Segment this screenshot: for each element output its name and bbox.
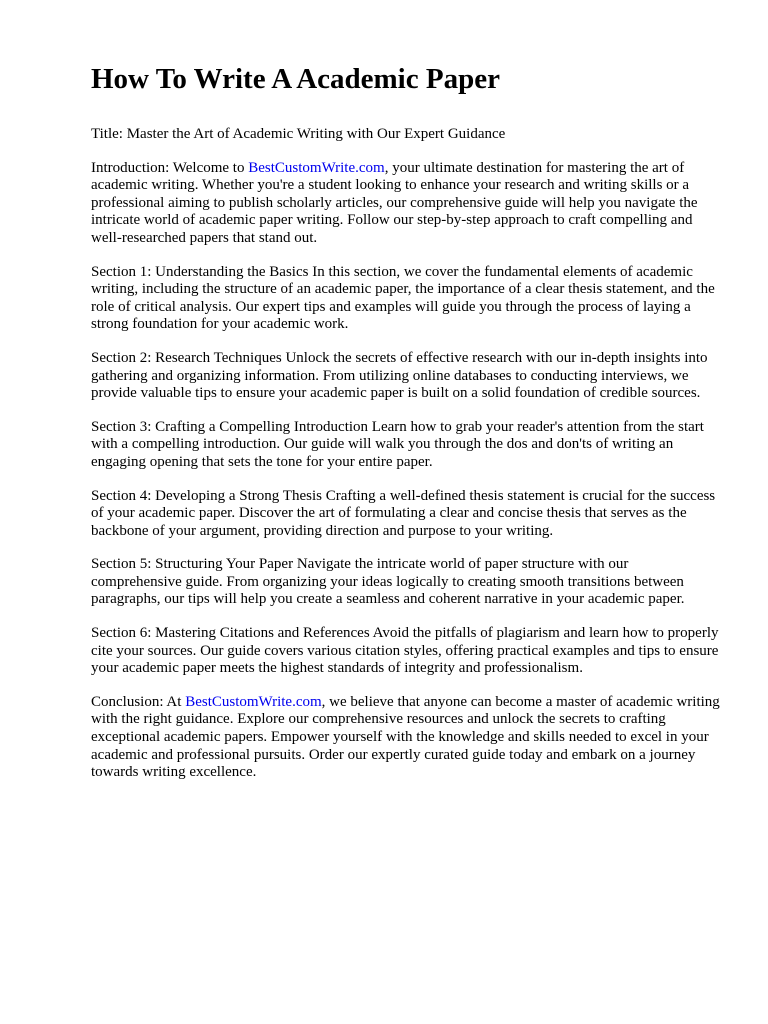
introduction-lead-text: Introduction: Welcome to	[91, 159, 249, 176]
section-6-paragraph: Section 6: Mastering Citations and References Avoid the pitfalls of plagiarism and learn how to properly cite your sources. Our guide covers various citation styles, offering practical examples and tips to ensure your academic paper meets the highest standards of integrity and professionalism.	[91, 625, 719, 677]
document-page	[91, 62, 721, 798]
document-title: How To Write A Academic Paper	[91, 63, 500, 95]
introduction-paragraph	[91, 160, 721, 248]
document-subtitle: Title: Master the Art of Academic Writing with Our Expert Guidance	[91, 126, 506, 142]
section-4-paragraph: Section 4: Developing a Strong Thesis Crafting a well-defined thesis statement is crucial for the success of your academic paper. Discover the art of formulating a clear and concise thesis that serves as the backbone of your argument, providing direction and purpose to your writing.	[91, 487, 716, 539]
conclusion-paragraph	[91, 694, 721, 782]
section-2-paragraph: Section 2: Research Techniques Unlock the secrets of effective research with our in-depth insights into gathering and organizing information. From utilizing online databases to conducting interviews, we provide valuable tips to ensure your academic paper is built on a solid foundation of credible sources.	[91, 349, 708, 402]
conclusion-lead-text: Conclusion: At	[91, 693, 186, 710]
bestcustomwrite-link-conclusion[interactable]: BestCustomWrite.com	[185, 693, 322, 710]
bestcustomwrite-link-intro[interactable]: BestCustomWrite.com	[248, 159, 385, 176]
section-1-paragraph: Section 1: Understanding the Basics In this section, we cover the fundamental elements of academic writing, including the structure of an academic paper, the importance of a clear thesis statement, and the role of critical analysis. Our expert tips and examples will guide you through the process of laying a strong foundation for your academic work.	[91, 263, 715, 333]
section-5-paragraph: Section 5: Structuring Your Paper Navigate the intricate world of paper structure with our comprehensive guide. From organizing your ideas logically to creating smooth transitions between paragraphs, our tips will help you create a seamless and coherent narrative in your academic paper.	[91, 556, 685, 608]
introduction-body-text: , your ultimate destination for mastering the art of academic writing. Whether you're a student looking to enhance your research and writing skills or a professional aiming to publish scholarly articles, our comprehensive guide will help you navigate the intricate world of academic paper writing. Follow our step-by-step approach to craft compelling and well-researched papers that stand out.	[91, 159, 698, 246]
conclusion-body-text: , we believe that anyone can become a master of academic writing with the right guidance. Explore our comprehensive resources and unlock the secrets to crafting exceptional academic papers. Empower yourself with the knowledge and skills needed to excel in your academic and professional pursuits. Order our expertly curated guide today and embark on a journey towards writing excellence.	[91, 693, 720, 781]
section-3-paragraph: Section 3: Crafting a Compelling Introduction Learn how to grab your reader's attention from the start with a compelling introduction. Our guide will walk you through the dos and don'ts of writing an engaging opening that sets the tone for your entire paper.	[91, 418, 704, 470]
